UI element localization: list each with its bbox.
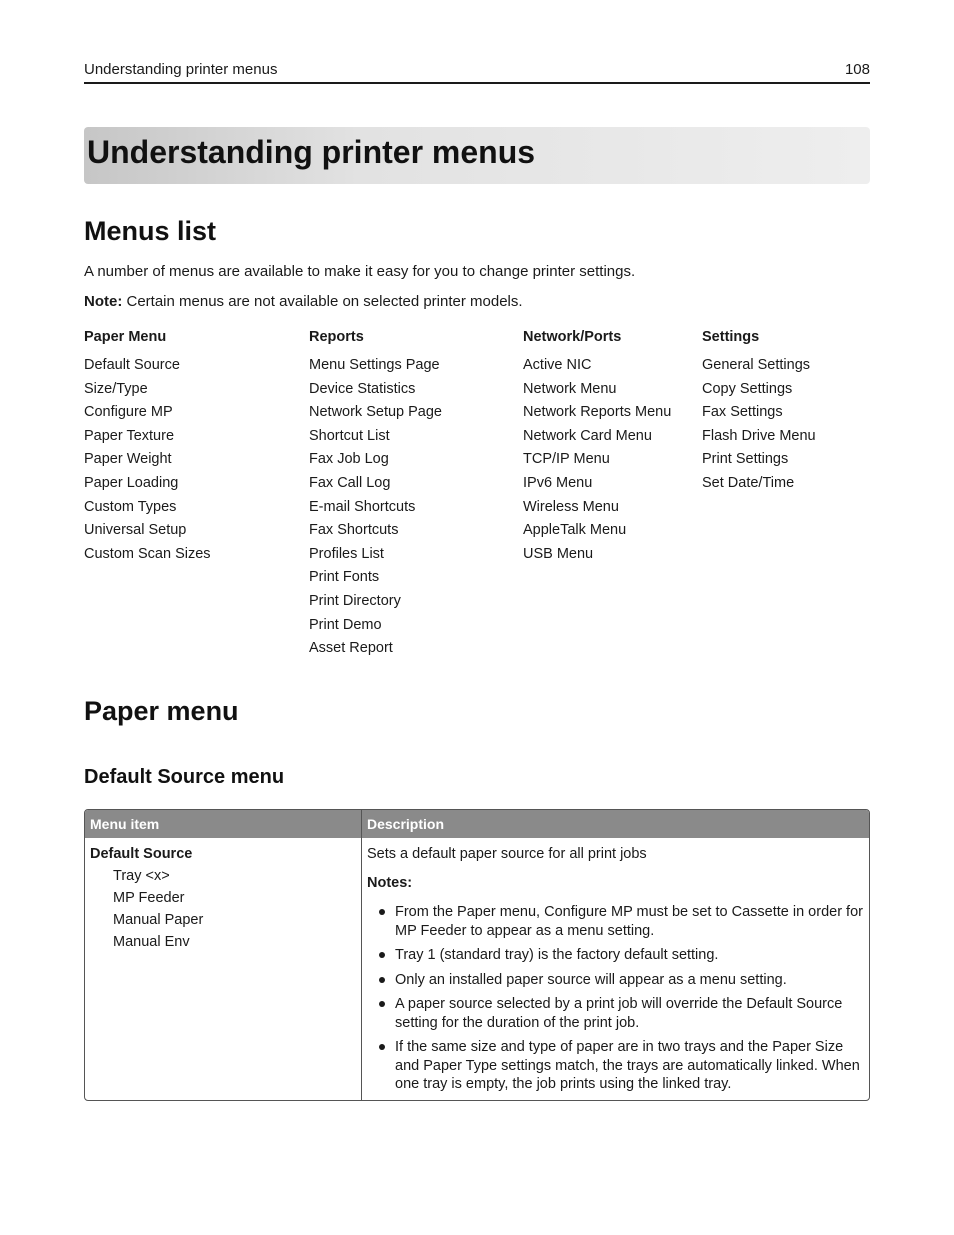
menu-list-item: Print Demo bbox=[309, 616, 382, 633]
note-text: If the same size and type of paper are in two trays and the Paper Size and Paper Type settings match, the trays are automatically linked. When one tray is empty, the job prints using the linked tray. bbox=[395, 1039, 860, 1092]
menu-list-item: Copy Settings bbox=[702, 380, 793, 397]
note-item bbox=[367, 995, 864, 1032]
menu-list-item: E-mail Shortcuts bbox=[309, 498, 416, 515]
menus-list-note bbox=[84, 293, 523, 310]
menu-list-item: Print Fonts bbox=[309, 569, 380, 586]
menus-column-heading: Paper Menu bbox=[84, 329, 167, 345]
menu-list-item: AppleTalk Menu bbox=[523, 522, 627, 539]
note-text: Only an installed paper source will appear as a menu setting. bbox=[395, 971, 787, 988]
running-header bbox=[84, 58, 870, 84]
menu-list-item: Size/Type bbox=[84, 380, 148, 397]
menu-list-item: Fax Shortcuts bbox=[309, 522, 399, 539]
menu-list-item: Print Directory bbox=[309, 592, 401, 609]
menu-list-item: Active NIC bbox=[523, 357, 592, 373]
menu-item-option: Manual Env bbox=[113, 934, 190, 950]
menus-column-heading: Reports bbox=[309, 329, 364, 345]
note-text: A paper source selected by a print job will override the Default Source setting for the duration of the print job. bbox=[395, 996, 843, 1031]
menu-list-item: Network Card Menu bbox=[523, 427, 652, 444]
menu-list-item: Paper Texture bbox=[84, 427, 175, 444]
menus-list-grid bbox=[84, 328, 870, 668]
bullet-icon bbox=[379, 1044, 385, 1050]
default-source-menu-heading: Default Source menu bbox=[84, 766, 285, 788]
menus-list-intro: A number of menus are available to make it easy for you to change printer settings. bbox=[84, 263, 636, 280]
note-text: Certain menus are not available on selected printer models. bbox=[122, 293, 523, 310]
table-header-description: Description bbox=[367, 816, 445, 832]
menu-list-item: Asset Report bbox=[309, 640, 393, 657]
note-text: Tray 1 (standard tray) is the factory default setting. bbox=[395, 947, 719, 963]
menu-list-item: Fax Settings bbox=[702, 404, 783, 421]
menu-item-name: Default Source bbox=[90, 846, 193, 862]
menu-list-item: Network Menu bbox=[523, 380, 617, 397]
notes-list bbox=[367, 903, 864, 1094]
menus-column-reports bbox=[309, 328, 442, 663]
menus-column-items bbox=[702, 356, 816, 498]
menu-list-item: Paper Weight bbox=[84, 451, 172, 468]
menus-list-heading: Menus list bbox=[84, 216, 217, 246]
menu-item-options bbox=[90, 867, 203, 951]
note-item bbox=[367, 971, 864, 990]
chapter-title-band bbox=[84, 127, 870, 184]
table-column-divider bbox=[361, 810, 362, 1100]
table-cell-menu-item bbox=[90, 845, 203, 955]
note-text: From the Paper menu, Configure MP must be set to Cassette in order for MP Feeder to appear as a menu setting. bbox=[395, 904, 863, 939]
menu-item-option: MP Feeder bbox=[113, 890, 185, 906]
menus-column-heading: Network/Ports bbox=[523, 329, 622, 345]
notes-label: Notes: bbox=[367, 875, 413, 891]
description-text: Sets a default paper source for all print jobs bbox=[367, 846, 647, 862]
menu-list-item: Profiles List bbox=[309, 545, 384, 562]
table-header-row bbox=[85, 810, 869, 838]
menus-column-settings bbox=[702, 328, 816, 498]
menu-list-item: Wireless Menu bbox=[523, 498, 619, 515]
paper-menu-heading: Paper menu bbox=[84, 696, 239, 726]
menu-list-item: Set Date/Time bbox=[702, 474, 795, 491]
table-cell-description bbox=[367, 845, 864, 1100]
menus-column-heading: Settings bbox=[702, 329, 760, 345]
menus-column-items bbox=[84, 356, 211, 568]
menus-column-items bbox=[523, 356, 671, 568]
menu-list-item: Paper Loading bbox=[84, 474, 179, 491]
bullet-icon bbox=[379, 909, 385, 915]
menu-list-item: Configure MP bbox=[84, 404, 173, 421]
note-label: Note: bbox=[84, 293, 123, 310]
menu-list-item: USB Menu bbox=[523, 545, 594, 562]
menu-list-item: TCP/IP Menu bbox=[523, 451, 610, 468]
page-number: 108 bbox=[844, 61, 870, 78]
default-source-table bbox=[84, 809, 870, 1101]
menu-item-option: Manual Paper bbox=[113, 912, 204, 928]
menu-list-item: Fax Job Log bbox=[309, 451, 389, 468]
note-item bbox=[367, 1038, 864, 1094]
menu-list-item: IPv6 Menu bbox=[523, 474, 593, 491]
menu-list-item: Device Statistics bbox=[309, 380, 416, 397]
bullet-icon bbox=[379, 1001, 385, 1007]
menu-list-item: Default Source bbox=[84, 357, 180, 373]
menu-list-item: Shortcut List bbox=[309, 427, 390, 444]
menu-list-item: Print Settings bbox=[702, 451, 789, 468]
running-header-title: Understanding printer menus bbox=[84, 61, 278, 78]
menu-item-option: Tray <x> bbox=[113, 868, 170, 884]
note-item bbox=[367, 903, 864, 940]
menus-column-network-ports bbox=[523, 328, 671, 568]
menu-list-item: Universal Setup bbox=[84, 522, 187, 539]
note-item bbox=[367, 946, 864, 965]
table-header-menu-item: Menu item bbox=[90, 816, 160, 832]
menu-list-item: Network Setup Page bbox=[309, 404, 442, 421]
menu-list-item: Network Reports Menu bbox=[523, 404, 672, 421]
menus-column-paper bbox=[84, 328, 211, 568]
bullet-icon bbox=[379, 952, 385, 958]
menus-column-items bbox=[309, 356, 442, 663]
menu-list-item: Custom Types bbox=[84, 498, 177, 515]
menu-list-item: Flash Drive Menu bbox=[702, 427, 816, 444]
menu-list-item: Custom Scan Sizes bbox=[84, 545, 211, 562]
chapter-title: Understanding printer menus bbox=[87, 134, 536, 170]
menu-list-item: Fax Call Log bbox=[309, 474, 391, 491]
menu-list-item: Menu Settings Page bbox=[309, 357, 440, 373]
bullet-icon bbox=[379, 977, 385, 983]
menu-list-item: General Settings bbox=[702, 357, 811, 373]
